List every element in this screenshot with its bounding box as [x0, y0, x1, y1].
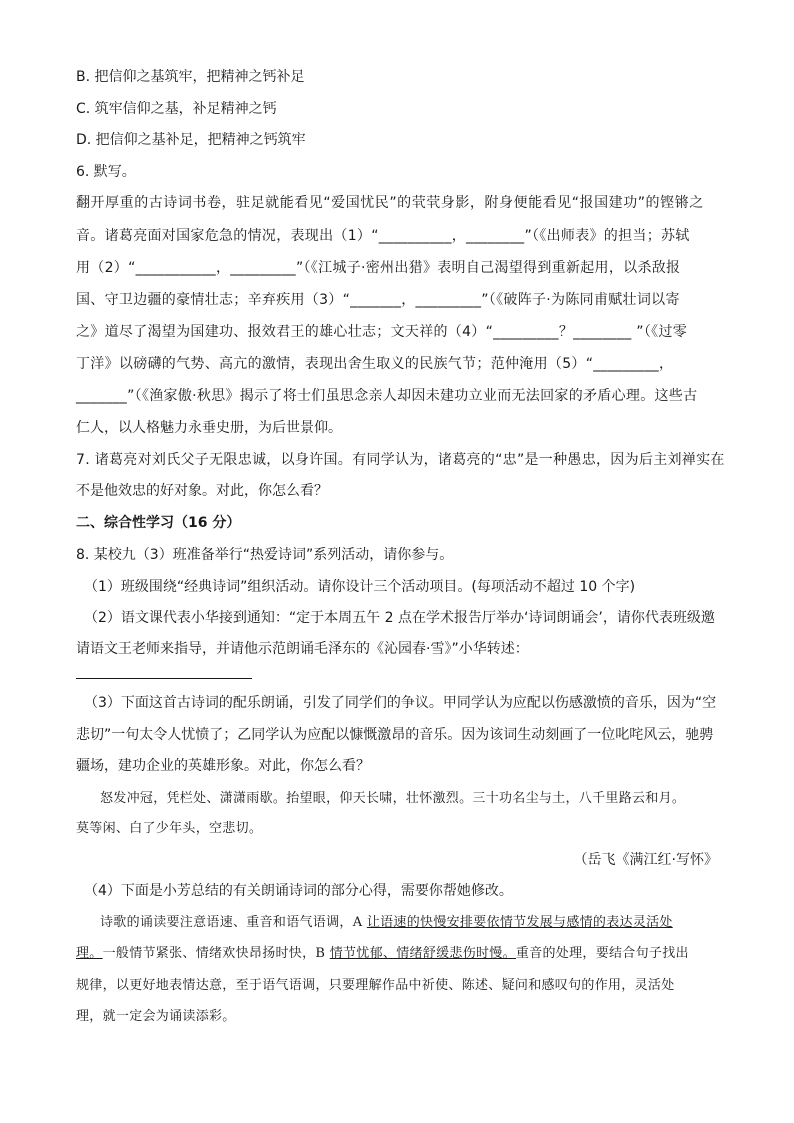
section-heading: 二、综合性学习（16 分）: [76, 515, 241, 531]
note-line: [100, 914, 673, 932]
note-text: 一般情节紧张、情绪欢快昂扬时快，B: [102, 946, 330, 961]
note-underlined-a: 让语速的快慢安排要依情节发展与感情的表达灵活处: [366, 915, 673, 930]
question-6-text: 翻开厚重的古诗词书卷，驻足就能看见“爱国忧民”的茕茕身影，附身便能看见“报国建功”的铿锵之: [76, 195, 704, 211]
question-6-title: 6. 默写。: [76, 164, 136, 180]
question-7-text: 7. 诸葛亮对刘氏父子无限忠诚，以身许国。有同学认为，诸葛亮的“忠”是一种愚忠，因为后主刘禅实在: [76, 452, 725, 468]
question-8-title: 8. 某校九（3）班准备举行“热爱诗词”系列活动，请你参与。: [76, 547, 454, 563]
option-d: D. 把信仰之基补足，把精神之钙筑牢: [76, 132, 306, 148]
poem-line: 莫等闲、白了少年头，空悲切。: [76, 821, 263, 836]
question-6-text: 丁洋》以磅礴的气势、高亢的激情，表现出舍生取义的民族气节；范仲淹用（5）“_________，: [76, 356, 674, 372]
option-c: C. 筑牢信仰之基，补足精神之钙: [76, 101, 277, 117]
note-underlined-b: 情节忧郁、情绪舒缓悲伤时慢。: [329, 946, 516, 961]
note-line: [76, 945, 689, 963]
question-8-part-2: （2）语文课代表小华接到通知：“定于本周五午 2 点在学术报告厅举办‘诗词朗诵会’，请你代表班级邀: [84, 610, 715, 626]
poem-line: 怒发冲冠，凭栏处、潇潇雨歇。抬望眼，仰天长啸，壮怀激烈。三十功名尘与土，八千里路云和月。: [100, 791, 686, 806]
question-6-text: 之》道尽了渴望为国建功、报效君王的雄心壮志；文天祥的（4）“_________？________ ”（《过零: [76, 324, 688, 340]
option-b: B. 把信仰之基筑牢，把精神之钙补足: [76, 69, 305, 85]
question-8-part-3: 疆场，建功企业的英雄形象。对此，你怎么看？: [76, 758, 370, 774]
note-line: 规律，以更好地表情达意，至于语气语调，只要理解作品中祈使、陈述、疑问和感叹句的作用，灵活处: [76, 978, 675, 993]
question-6-text: 用（2）“___________，_________”（《江城子·密州出猎》表明自己渴望得到重新起用，以杀敌报: [76, 260, 681, 276]
note-text: 诗歌的诵读要注意语速、重音和语气语调，A: [100, 915, 367, 930]
question-7-text: 不是他效忠的好对象。对此，你怎么看？: [76, 483, 328, 499]
question-6-text: 仁人，以人格魅力永垂史册，为后世景仰。: [76, 420, 342, 436]
poem-source: （岳飞《满江红·写怀》: [573, 852, 718, 868]
question-6-text: 音。诸葛亮面对国家危急的情况，表现出（1）“__________，________”（《出师表》的担当；苏轼: [76, 228, 690, 244]
note-line: 理，就一定会为诵读添彩。: [76, 1009, 236, 1024]
note-text: 重音的处理，要结合句子找出: [515, 946, 689, 961]
question-8-part-2: 请语文王老师来指导，并请他示范朗诵毛泽东的《沁园春·雪》”小华转述：: [76, 641, 529, 657]
answer-line: [76, 678, 252, 679]
question-8-part-3: （3）下面这首古诗词的配乐朗诵，引发了同学们的争议。甲同学认为应配以伤感激愤的音乐，因为“空: [84, 695, 717, 711]
question-8-part-1: （1）班级围绕“经典诗词”组织活动。请你设计三个活动项目。(每项活动不超过 10 个字): [84, 579, 636, 595]
question-8-part-4: （4）下面是小芳总结的有关朗诵诗词的部分心得，需要你帮她修改。: [84, 883, 513, 899]
question-6-text: _______”（《渔家傲·秋思》揭示了将士们虽思念亲人却因未建功立业而无法回家的矛盾心理。这些古: [76, 388, 698, 404]
question-8-part-3: 悲切”一句太令人忧愤了；乙同学认为应配以慷慨激昂的音乐。因为该词生动刻画了一位叱咤风云，驰骋: [76, 727, 714, 743]
question-6-text: 国、守卫边疆的豪情壮志；辛弃疾用（3）“_______，_________”（《破阵子·为陈同甫赋壮词以寄: [76, 292, 680, 308]
note-underlined-a: 理。: [76, 946, 103, 961]
